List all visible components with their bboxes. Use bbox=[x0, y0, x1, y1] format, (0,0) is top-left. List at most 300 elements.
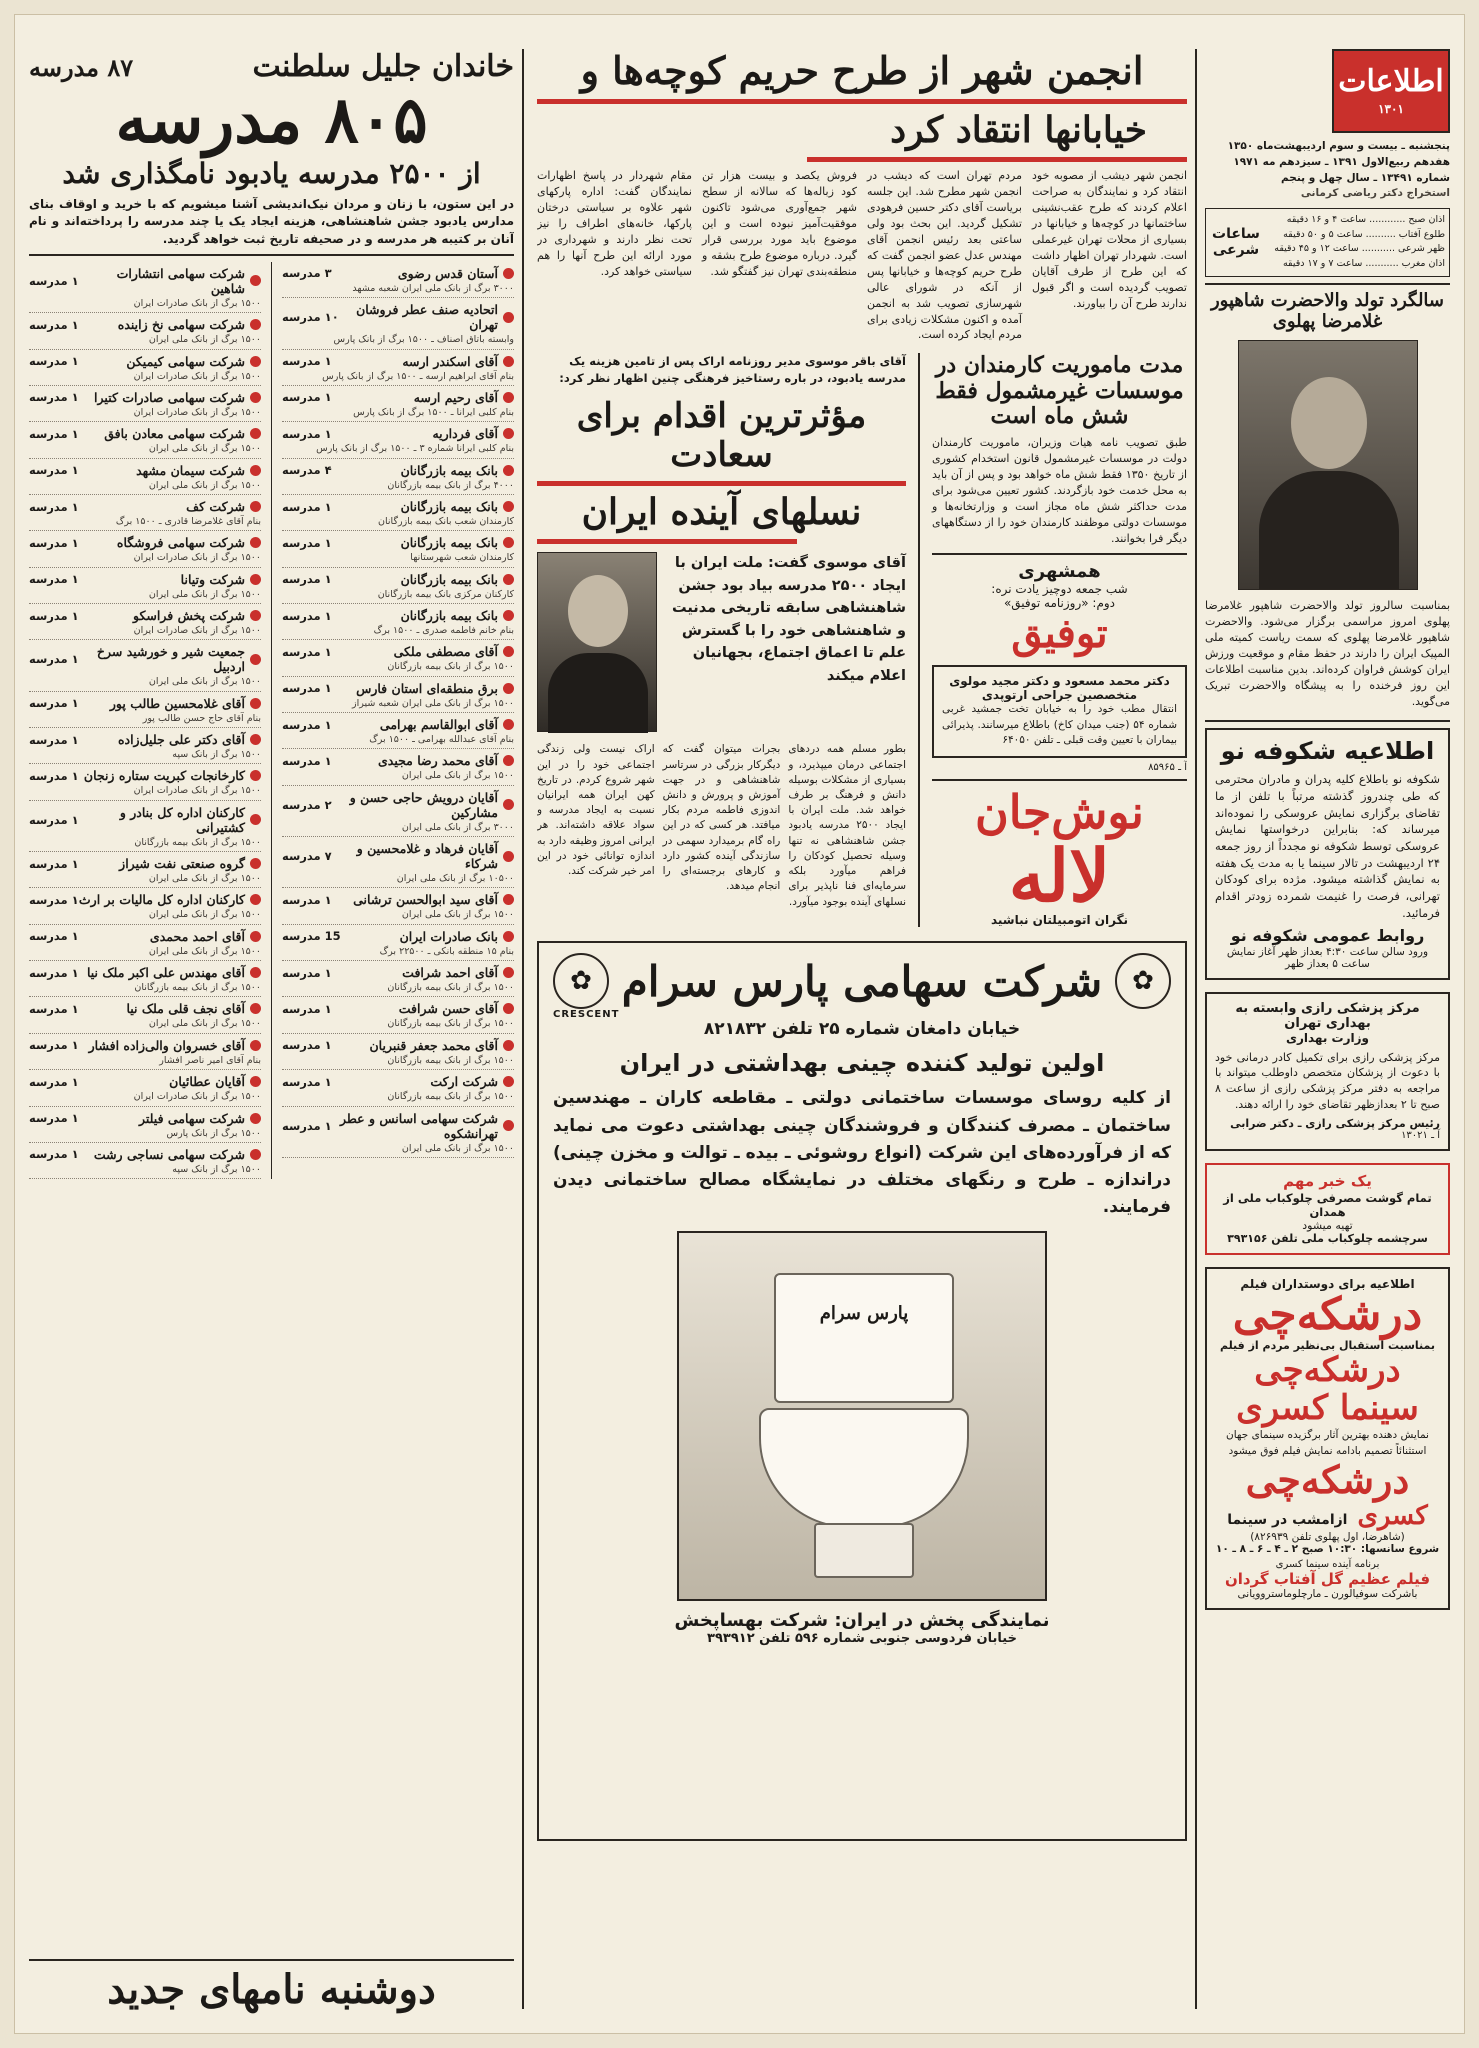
school-donor-row bbox=[282, 888, 514, 909]
donor-name: برق منطقه‌ای استان فارس bbox=[356, 680, 498, 696]
lead-paragraph: مردم تهران است که دیشب در انجمن شهر مطرح شد. این جلسه بریاست آقای دکتر حسین فرهودی تشکیل گردید. این بحث بود ولی ساعتی بعد رئیس انجمن آقای مهندس عدل عضو انجمن گفت که طرح حریم کوچه‌ها و خیابانها پس از آنکه در شورای عالی شهرسازی تصویب شد به انجمن آمده و اکنون مشکلات زیادی برای مردم ایجاد کرده است. bbox=[867, 169, 1022, 342]
donor-name: گروه صنعتی نفت شیراز bbox=[119, 856, 245, 872]
school-count: ۱ مدرسه bbox=[29, 929, 79, 944]
school-donor-row bbox=[29, 1143, 261, 1164]
donor-name: شرکت سهامی صادرات کتیرا bbox=[94, 389, 245, 405]
school-donor-row bbox=[282, 749, 514, 770]
bullet-icon bbox=[503, 851, 514, 862]
prayer-time-row: طلوع آفتاب .......... ساعت ۵ و ۵۰ دقیقه bbox=[1283, 228, 1445, 240]
donor-name: کارکنان اداره کل بنادر و کشتیرانی bbox=[119, 804, 245, 835]
center-column bbox=[537, 49, 1187, 1841]
donor-name: شرکت سهامی انتشارات شاهین bbox=[116, 265, 245, 296]
donor-note: ۱۵۰۰ برگ از بانک صادرات ایران bbox=[29, 1091, 261, 1106]
noshjan-ad bbox=[932, 787, 1187, 927]
lead-article bbox=[537, 168, 1187, 343]
cinema-venue: سینما کسری bbox=[1236, 1388, 1419, 1429]
school-count: ۱ مدرسه bbox=[282, 354, 332, 369]
school-donor-row bbox=[282, 531, 514, 552]
school-count: ۱ مدرسه bbox=[282, 1038, 332, 1053]
radio-subtitle: شب جمعه دوچیز یادت نره: bbox=[991, 581, 1128, 596]
donor-note: ۱۵۰۰ برگ از بانک صادرات ایران bbox=[29, 407, 261, 422]
med-subtitle: وزارت بهداری bbox=[1285, 1030, 1369, 1045]
donor-name: آقای غلامحسین طالب پور bbox=[109, 695, 245, 711]
school-donor-row bbox=[282, 298, 514, 334]
crescent-emblem-icon: ✿ bbox=[1115, 953, 1171, 1009]
bullet-icon bbox=[503, 719, 514, 730]
donor-note: ۱۵۰۰ برگ از بانک بیمه بازرگانان bbox=[282, 661, 514, 676]
schools-intro: در این ستون، با زنان و مردان نیک‌اندیشی آشنا میشویم که با خرید و اوقاف بنای مدارس یادبود جشن شاهنشاهی، هزینه ایجاد یک یا چند مدرسه را پرداخته‌اند و نام آنان بر کتیبه هر مدرسه و در صحیفه تاریخ ثبت خواهد گردید. bbox=[29, 196, 514, 246]
bullet-icon bbox=[250, 428, 261, 439]
bullet-icon bbox=[250, 610, 261, 621]
school-count: ۱ مدرسه bbox=[282, 892, 332, 907]
donor-name: آقای ابوالقاسم بهرامی bbox=[379, 717, 498, 733]
donor-name: آقای نجف قلی ملک نیا bbox=[126, 1001, 245, 1017]
donor-note: بنام خانم فاطمه صدری ـ ۱۵۰۰ برگ bbox=[282, 625, 514, 640]
donor-name: شرکت سهامی نساجی رشت bbox=[93, 1146, 245, 1162]
cinema-venue: کسری bbox=[1357, 1500, 1428, 1531]
donor-name: شرکت سهامی اسانس و عطر تهرانشکوه bbox=[340, 1110, 498, 1141]
bullet-icon bbox=[503, 501, 514, 512]
school-donor-row bbox=[282, 350, 514, 371]
donor-note: ۱۵۰۰ برگ از بانک ملی ایران bbox=[29, 443, 261, 458]
bullet-icon bbox=[503, 683, 514, 694]
bullet-icon bbox=[250, 1076, 261, 1087]
newspaper-page bbox=[14, 14, 1465, 2034]
prayer-time-row: اذان مغرب ........... ساعت ۷ و ۱۷ دقیقه bbox=[1282, 258, 1445, 270]
medical-center-notice bbox=[1205, 992, 1450, 1151]
donor-note: ۱۵۰۰ برگ از بانک سپه bbox=[29, 749, 261, 764]
donor-note: ۱۵۰۰ برگ از بانک بیمه بازرگانان bbox=[282, 1091, 514, 1106]
bullet-icon bbox=[250, 967, 261, 978]
bullet-icon bbox=[250, 858, 261, 869]
school-donor-row bbox=[29, 997, 261, 1018]
cinema-address: (شاهرضا، اول پهلوی تلفن ۸۲۶۹۳۹) bbox=[1250, 1530, 1405, 1543]
school-count: ۱ مدرسه bbox=[29, 892, 79, 907]
school-donor-row bbox=[29, 313, 261, 334]
donor-name: آقای احمد محمدی bbox=[149, 928, 245, 944]
toilet-illustration bbox=[677, 1231, 1047, 1601]
noshjan-brand: لاله bbox=[1008, 832, 1111, 918]
donor-name: آقای رحیم ارسه bbox=[413, 389, 498, 405]
donor-name: آقای سید ابوالحسن ترشانی bbox=[353, 892, 498, 908]
school-count: ۱ مدرسه bbox=[282, 717, 332, 732]
right-column bbox=[1205, 49, 1450, 1610]
donor-name: آقای محمد جعفر قنبریان bbox=[369, 1037, 498, 1053]
logo-number: ۱۳۰۱ bbox=[1378, 102, 1404, 116]
donor-name: بانک بیمه بازرگانان bbox=[400, 462, 498, 478]
donor-name: آقای محمد رضا مجیدی bbox=[378, 753, 498, 769]
crescent-label: CRESCENT bbox=[553, 1009, 620, 1021]
school-count: ۱ مدرسه bbox=[282, 608, 332, 623]
author-portrait bbox=[537, 552, 657, 732]
donor-note: کارمندان شعب شهرستانها bbox=[282, 552, 514, 567]
school-count: ۱ مدرسه bbox=[282, 426, 332, 441]
ad-distributor: نمایندگی پخش در ایران: شرکت بهساپخش bbox=[674, 1610, 1050, 1632]
school-count: ۱ مدرسه bbox=[282, 965, 332, 980]
bullet-icon bbox=[250, 465, 261, 476]
school-donor-row bbox=[282, 1070, 514, 1091]
donor-note: بنام ۱۵ منطقه بانکی ـ ۲۲۵۰۰ برگ bbox=[282, 946, 514, 961]
donor-name: شرکت پخش فراسکو bbox=[133, 608, 245, 624]
cinema-next-label: برنامه آینده سینما کسری bbox=[1275, 1558, 1380, 1570]
school-donor-row bbox=[282, 713, 514, 734]
donor-note: ۱۵۰۰ برگ از بانک صادرات ایران bbox=[29, 371, 261, 386]
cinema-film-title: درشکه‌چی bbox=[1232, 1288, 1423, 1340]
bullet-icon bbox=[250, 537, 261, 548]
bullet-icon bbox=[503, 465, 514, 476]
school-donor-row bbox=[29, 1070, 261, 1091]
shekufeh-notice bbox=[1205, 728, 1450, 980]
bullet-icon bbox=[503, 537, 514, 548]
school-count: ۱ مدرسه bbox=[282, 572, 332, 587]
education-paragraph: بطور مسلم همه دردهای اجتماعی درمان میپذیرد، و بسیاری از مشکلات بوسیله دانش و فرهنگ بر طرف خواهد شد. ملت ایران با ایجاد ۲۵۰۰ مدرسه یادبود جشن شاهنشاهی نه تنها وسیله تحصیل کودکان را فراهم میآورد بلکه سرمایه‌ای فنا ناپذیر برای نسلهای آینده بوجود میآورد. bbox=[788, 743, 906, 908]
school-count: ۱ مدرسه bbox=[282, 390, 332, 405]
cinema-line: ازامشب در سینما bbox=[1227, 1511, 1348, 1528]
school-donor-row bbox=[282, 786, 514, 822]
shekufeh-body: شکوفه نو باطلاع کلیه پدران و مادران محترمی که طی چندروز گذشته مرتباً با تلفن از ما تقاضای برگزاری نمایش عروسکی را نموده‌اند میرساند که: بنابراین درخواستها نمایش عروسکی توسط شکوفه نو مجدداً از روز جمعه ۲۴ اردیبهشت در تالار سینما یا به مدت یک هفته به نمایش گذاشته میشود. مژده برای کودکان تهرانی، فرصت را غنیمت شمرده زودتر اقدام فرمائید. bbox=[1215, 772, 1440, 920]
school-donor-row bbox=[29, 764, 261, 785]
donor-note: ۱۵۰۰ برگ از بانک ملی ایران bbox=[29, 480, 261, 495]
school-donor-row bbox=[29, 422, 261, 443]
kabab-line: تمام گوشت مصرفی چلوکباب ملی از همدان bbox=[1223, 1190, 1432, 1219]
school-donor-row bbox=[29, 531, 261, 552]
donor-note: ۳۰۰۰ برگ از بانک ملی ایران bbox=[282, 822, 514, 837]
donor-note: ۱۵۰۰ برگ از بانک ملی ایران bbox=[29, 1018, 261, 1033]
donor-note: وابسته باتاق اصناف ـ ۱۵۰۰ برگ از بانک پارس bbox=[282, 334, 514, 349]
donor-name: شرکت ارکت bbox=[430, 1074, 498, 1090]
cinema-header: اطلاعیه برای دوستداران فیلم bbox=[1240, 1276, 1415, 1291]
donor-note: ۱۵۰۰ برگ از بانک بیمه بازرگانان bbox=[282, 1018, 514, 1033]
school-count: ۷ مدرسه bbox=[282, 849, 332, 864]
bullet-icon bbox=[250, 1113, 261, 1124]
bullet-icon bbox=[250, 319, 261, 330]
donor-name: بانک بیمه بازرگانان bbox=[400, 608, 498, 624]
school-donor-row bbox=[29, 386, 261, 407]
ad-slogan: اولین تولید کننده چینی بهداشتی در ایران bbox=[619, 1048, 1105, 1077]
school-count: ۱ مدرسه bbox=[29, 390, 79, 405]
donor-note: ۱۰۵۰۰ برگ از بانک ملی ایران bbox=[282, 873, 514, 888]
school-count: ۱ مدرسه bbox=[282, 1118, 332, 1133]
school-count: ۱ مدرسه bbox=[29, 1001, 79, 1016]
school-donor-row bbox=[282, 495, 514, 516]
donor-note: ۱۵۰۰ برگ از بانک صادرات ایران bbox=[29, 552, 261, 567]
bullet-icon bbox=[250, 275, 261, 286]
school-donor-row bbox=[282, 997, 514, 1018]
donor-note: ۱۵۰۰ برگ از بانک ملی ایران bbox=[29, 334, 261, 349]
donor-note: ۱۵۰۰ برگ از بانک صادرات ایران bbox=[29, 785, 261, 800]
prayer-time-row: اذان صبح ............ ساعت ۴ و ۱۶ دقیقه bbox=[1286, 214, 1445, 225]
bullet-icon bbox=[503, 268, 514, 279]
bullet-icon bbox=[503, 312, 514, 323]
kabab-line: تهیه میشود bbox=[1302, 1218, 1353, 1232]
bullet-icon bbox=[503, 755, 514, 766]
med-signature: رئیس مرکز پزشکی رازی ـ دکتر ضرابی bbox=[1230, 1117, 1440, 1131]
donor-note: ۱۵۰۰ برگ از بانک ملی ایران bbox=[282, 770, 514, 785]
bullet-icon bbox=[503, 1120, 514, 1131]
tenure-article bbox=[932, 353, 1187, 927]
donor-name: شرکت وتیانا bbox=[180, 571, 245, 587]
bullet-icon bbox=[503, 1076, 514, 1087]
school-donor-row bbox=[29, 692, 261, 713]
med-ref: آ ـ ۱۳۰۲۱ bbox=[1401, 1130, 1440, 1142]
kabab-line: سرچشمه چلوکباب ملی تلفن ۳۹۳۱۵۶ bbox=[1227, 1231, 1428, 1245]
donor-name: آقای احمد شرافت bbox=[402, 965, 498, 981]
lead-headline-2: خیابانها انتقاد کرد bbox=[890, 108, 1147, 151]
bullet-icon bbox=[250, 392, 261, 403]
newspaper-logo bbox=[1332, 49, 1450, 133]
school-count: ۱ مدرسه bbox=[29, 965, 79, 980]
education-headline-1: مؤثرترین اقدام برای سعادت bbox=[576, 395, 867, 475]
bullet-icon bbox=[250, 698, 261, 709]
donor-note: ۴۰۰۰ برگ از بانک بیمه بازرگانان bbox=[282, 480, 514, 495]
donor-name: اتحادیه صنف عطر فروشان تهران bbox=[356, 302, 498, 333]
school-count: ۱ مدرسه bbox=[282, 753, 332, 768]
donor-note: ۱۵۰۰ برگ از بانک ملی ایران bbox=[29, 589, 261, 604]
donor-note: ۱۵۰۰ برگ از بانک بیمه بازرگانان bbox=[29, 837, 261, 852]
bullet-icon bbox=[503, 967, 514, 978]
school-donor-row bbox=[282, 961, 514, 982]
donor-note: کارکنان مرکزی بانک بیمه بازرگانان bbox=[282, 589, 514, 604]
donor-name: شرکت کف bbox=[186, 499, 245, 515]
bullet-icon bbox=[503, 646, 514, 657]
date-block bbox=[1205, 139, 1450, 202]
cinema-showtimes: شروع سانسها: ۱۰:۳۰ صبح ۲ ـ ۴ ـ ۶ ـ ۸ ـ ۱۰ bbox=[1215, 1542, 1440, 1555]
bullet-icon bbox=[503, 574, 514, 585]
school-donor-row bbox=[29, 1107, 261, 1128]
donor-name: آستان قدس رضوی bbox=[397, 265, 498, 281]
donor-name: شرکت سهامی کیمیکن bbox=[126, 353, 245, 369]
birthday-headline: سالگرد تولد والاحضرت شاهپور غلامرضا پهلوی bbox=[1210, 289, 1445, 332]
school-count: ۱ مدرسه bbox=[29, 354, 79, 369]
radio-line: دوم: «روزنامه توفیق» bbox=[1003, 595, 1116, 610]
school-donor-row bbox=[29, 495, 261, 516]
doctors-body: انتقال مطب خود را به خیابان تخت جمشید غربی شماره ۵۴ (جنب میدان کاخ) باطلاع میرسانند. پذیرائی بیماران با تعیین وقت قبلی ـ تلفن ۶۴۰۵۰ bbox=[942, 703, 1177, 746]
tofigh-logo: توفیق bbox=[1011, 609, 1108, 657]
donor-name: آقای فرداریه bbox=[432, 426, 498, 442]
school-donor-row bbox=[29, 604, 261, 625]
school-donor-row bbox=[29, 801, 261, 837]
cinema-next-cast: باشرکت سوفیالورن ـ مارچلوماستروویانی bbox=[1237, 1587, 1418, 1600]
donor-name: کارخانجات کبریت ستاره زنجان bbox=[83, 768, 245, 784]
donor-note: ۱۵۰۰ برگ از بانک بیمه بازرگانان bbox=[282, 1055, 514, 1070]
donor-note: بنام آقای غلامرضا قادری ـ ۱۵۰۰ برگ bbox=[29, 516, 261, 531]
donor-name: شرکت سهامی معادن بافق bbox=[104, 426, 245, 442]
schools-footer: دوشنبه نامهای جدید bbox=[107, 1966, 436, 2013]
education-lead: آقای موسوی گفت: ملت ایران با ایجاد ۲۵۰۰ مدرسه بیاد بود جشن شاهنشاهی سابقه تاریخی مدنیت و شاهنشاهی خود را با گسترش علم تا اعماق اجتماع، بجهانیان اعلام میکند bbox=[672, 555, 906, 684]
portrait-photo bbox=[1238, 340, 1418, 590]
bullet-icon bbox=[503, 356, 514, 367]
kabab-notice bbox=[1205, 1163, 1450, 1254]
school-count: ۱ مدرسه bbox=[29, 317, 79, 332]
bullet-icon bbox=[250, 1040, 261, 1051]
education-intro: آقای باقر موسوی مدیر روزنامه اراک پس از تامین هزینه یک مدرسه یادبود، در باره رستاخیز فرهنگی چنین اظهار نظر کرد: bbox=[559, 354, 906, 386]
donor-note: ۱۵۰۰ برگ از بانک بیمه بازرگانان bbox=[29, 982, 261, 997]
bullet-icon bbox=[250, 501, 261, 512]
donor-name: بانک صادرات ایران bbox=[399, 928, 498, 944]
school-count: ۱ مدرسه bbox=[29, 812, 79, 827]
bullet-icon bbox=[250, 1149, 261, 1160]
donor-name: بانک بیمه بازرگانان bbox=[400, 571, 498, 587]
school-count: ۱ مدرسه bbox=[29, 696, 79, 711]
school-count: ۱ مدرسه bbox=[29, 1074, 79, 1089]
school-donor-row bbox=[29, 728, 261, 749]
school-count: ۱ مدرسه bbox=[282, 499, 332, 514]
masthead bbox=[1205, 49, 1450, 133]
education-paragraph: بجرات میتوان گفت که دیگرکار بزرگی در سرتاسر شاهنشاهی و در جهت آموزش و پرورش و دانش اندوزی فاطمه مردم بکار میافتد. هر کسی که در این راه گام برمیدارد سهمی در سازندگی آینده کشور دارد و کارهای برجسته‌ای را انجام میدهد. bbox=[662, 743, 781, 893]
schools-list-right bbox=[282, 262, 514, 1179]
donor-name: آقایان فرهاد و غلامحسین و شرکاء bbox=[356, 841, 498, 872]
schools-list-left bbox=[29, 262, 261, 1179]
school-count: ۱ مدرسه bbox=[282, 1074, 332, 1089]
donor-name: بانک بیمه بازرگانان bbox=[400, 535, 498, 551]
school-donor-row bbox=[282, 1107, 514, 1143]
school-donor-row bbox=[282, 604, 514, 625]
donor-note: کارمندان شعب بانک بیمه بازرگانان bbox=[282, 516, 514, 531]
school-donor-row bbox=[282, 837, 514, 873]
donor-name: شرکت سیمان مشهد bbox=[136, 462, 245, 478]
bullet-icon bbox=[503, 1003, 514, 1014]
cinema-ad bbox=[1205, 1267, 1450, 1610]
school-count: ۲ مدرسه bbox=[282, 797, 332, 812]
doctors-ref: آ ـ ۸۵۹۶۵ bbox=[1148, 762, 1187, 774]
shekufeh-hours: ورود سالن ساعت ۴:۳۰ بعداز ظهر آغاز نمایش ساعت ۵ بعداز ظهر bbox=[1226, 945, 1429, 970]
school-donor-row bbox=[29, 961, 261, 982]
bullet-icon bbox=[250, 894, 261, 905]
school-donor-row bbox=[282, 1034, 514, 1055]
donor-note: بنام کلبی ایرانا شماره ۳ ـ ۱۵۰۰ برگ از بانک پارس bbox=[282, 443, 514, 458]
school-count: ۱ مدرسه bbox=[29, 768, 79, 783]
product-label: پارس سرام bbox=[819, 1303, 909, 1325]
cinema-next-title: فیلم عظیم گل آفتاب گردان bbox=[1224, 1569, 1431, 1588]
shekufeh-title: اطلاعیه شکوفه نو bbox=[1220, 736, 1435, 765]
school-donor-row bbox=[29, 459, 261, 480]
bullet-icon bbox=[250, 356, 261, 367]
bullet-icon bbox=[503, 931, 514, 942]
bullet-icon bbox=[503, 392, 514, 403]
donor-note: ۱۵۰۰ برگ از بانک ملی ایران bbox=[29, 946, 261, 961]
med-title: مرکز پزشکی رازی وابسته به بهداری تهران bbox=[1235, 1000, 1420, 1031]
school-count: ۱ مدرسه bbox=[29, 463, 79, 478]
school-count: ۳ مدرسه bbox=[282, 266, 332, 281]
donor-name: کارکنان اداره کل مالیات بر ارث bbox=[78, 892, 245, 908]
donor-note: ۱۵۰۰ برگ از بانک ملی ایران شعبه شیراز bbox=[282, 698, 514, 713]
school-count: ۱ مدرسه bbox=[282, 681, 332, 696]
school-count: ۱ مدرسه bbox=[29, 273, 79, 288]
bullet-icon bbox=[250, 931, 261, 942]
doctors-title: دکتر محمد مسعود و دکتر مجید مولوی bbox=[949, 673, 1170, 688]
school-count: ۱ مدرسه bbox=[29, 426, 79, 441]
donor-note: ۱۵۰۰ برگ از بانک صادرات ایران bbox=[29, 298, 261, 313]
donor-note: ۱۵۰۰ برگ از بانک ملی ایران bbox=[29, 873, 261, 888]
tenure-body: طبق تصویب نامه هیات وزیران، ماموریت کارمندان دولت در موسسات غیرمشمول قانون استخدام کشوری از تاریخ ۱۳۵۰ فقط شش ماه خواهد بود و پس از آن باید به محل خدمت خود بازگردند. کشور تعیین می‌شود برای مدت حداکثر شش ماه مجاز است و وزارتخانه‌ها و موسسات دولتی موظفند کارمندان خود را از دستگاههای دیگر فرا بخوانند. bbox=[932, 436, 1187, 545]
school-count: ۱ مدرسه bbox=[29, 1111, 79, 1126]
schools-subheadline: از ۲۵۰۰ مدرسه یادبود نامگذاری شد bbox=[62, 156, 481, 190]
donor-note: ۱۵۰۰ برگ از بانک ملی ایران bbox=[282, 1143, 514, 1158]
donor-name: بانک بیمه بازرگانان bbox=[400, 499, 498, 515]
doctors-subtitle: متخصصین جراحی ارتوپدی bbox=[981, 687, 1138, 702]
school-donor-row bbox=[282, 640, 514, 661]
bullet-icon bbox=[503, 428, 514, 439]
schools-footer-wrap bbox=[29, 1953, 514, 2013]
school-donor-row bbox=[29, 852, 261, 873]
bullet-icon bbox=[250, 1003, 261, 1014]
school-donor-row bbox=[282, 459, 514, 480]
ad-address: خیابان دامغان شماره ۲۵ تلفن ۸۲۱۸۳۲ bbox=[703, 1019, 1021, 1040]
schools-top-count: ۸۷ مدرسه bbox=[29, 53, 134, 82]
donor-name: شرکت سهامی فروشگاه bbox=[116, 535, 245, 551]
donor-name: شرکت سهامی فیلتر bbox=[138, 1110, 245, 1126]
donor-note: ۱۵۰۰ برگ از بانک بیمه بازرگانان bbox=[282, 982, 514, 997]
donor-note: ۱۵۰۰ برگ از بانک ملی ایران bbox=[282, 909, 514, 924]
tenure-headline: مدت ماموریت کارمندان در موسسات غیرمشمول فقط شش ماه است bbox=[935, 352, 1184, 429]
donor-name: آقایان عطائیان bbox=[169, 1074, 245, 1090]
bullet-icon bbox=[250, 734, 261, 745]
bullet-icon bbox=[503, 610, 514, 621]
school-count: ۱ مدرسه bbox=[29, 732, 79, 747]
school-donor-row bbox=[29, 640, 261, 676]
school-donor-row bbox=[282, 422, 514, 443]
donor-name: آقای خسروان والی‌زاده افشار bbox=[88, 1037, 245, 1053]
cinema-film-title: درشکه‌چی bbox=[1254, 1349, 1401, 1390]
publisher-line: استخراج دکتر ریاضی کرمانی bbox=[1300, 187, 1450, 200]
donor-note: ۱۵۰۰ برگ از بانک پارس bbox=[29, 1128, 261, 1143]
donor-name: آقای مهندس علی اکبر ملک نیا bbox=[86, 965, 245, 981]
education-headline-2: نسلهای آینده ایران bbox=[581, 490, 862, 533]
ad-company: شرکت سهامی پارس سرام bbox=[621, 956, 1103, 1006]
school-count: ۱ مدرسه bbox=[29, 652, 79, 667]
donor-note: بنام آقای ابراهیم ارسه ـ ۱۵۰۰ برگ از بانک پارس bbox=[282, 371, 514, 386]
donor-note: بنام آقای امیر ناصر افشار bbox=[29, 1055, 261, 1070]
school-donor-row bbox=[282, 925, 514, 946]
cinema-film-title: درشکه‌چی bbox=[1245, 1456, 1410, 1502]
donor-name: آقای مصطفی ملکی bbox=[393, 644, 498, 660]
cinema-line: بمناسبت استقبال بی‌نظیر مردم از فیلم bbox=[1219, 1338, 1436, 1352]
school-count: ۱ مدرسه bbox=[29, 535, 79, 550]
lead-paragraph: انجمن شهر دیشب از مصوبه خود انتقاد کرد و نمایندگان به صراحت اعلام کردند که طرح عقب‌نشینی ساختمانها در کوچه‌ها و خیابانها در بسیاری از محلات تهران غیرعملی است. شهردار تهران اظهار داشت که این طرح از طرف آقایان تصویب گردیده است و اگر قبول ندارند طرح آن را بیاورند. bbox=[1032, 169, 1187, 310]
date-line: پنجشنبه ـ بیست و سوم اردیبهشت‌ماه ۱۳۵۰ bbox=[1227, 140, 1450, 152]
school-count: ۱۰ مدرسه bbox=[282, 310, 339, 325]
education-article bbox=[537, 353, 906, 927]
school-count: ۴ مدرسه bbox=[282, 463, 332, 478]
school-donor-row bbox=[29, 925, 261, 946]
school-donor-row bbox=[282, 677, 514, 698]
donor-name: آقایان درویش حاجی حسن و مشارکین bbox=[349, 789, 498, 820]
bullet-icon bbox=[250, 814, 261, 825]
ad-body: از کلیه روسای موسسات ساختمانی دولتی ـ مقاطعه کاران ـ مهندسین ساختمان ـ مصرف کنندگان و فروشندگان چینی بهداشتی دعوت می نماید که از فرآورده‌های این شرکت (انواع روشوئی ـ بیده ـ توالت و مخزن چینی) دراندازه ـ طرح و رنگهای مختلف در نمایشگاه مصالح ساختمانی دیدن فرمایند. bbox=[553, 1088, 1171, 1218]
birthday-body: بمناسبت سالروز تولد والاحضرت شاهپور غلامرضا پهلوی امروز مراسمی برگزار می‌شود. والاحضرت شاهپور غلامرضا پهلوی که سمت ریاست کمیته ملی المپیک ایران را دارند در حفظ مقام و موقعیت ورزش ایران کوشش فراوان کرده‌اند. بدین مناسبت اطلاعات این روز فرخنده را به پیشگاه والاحضرت تبریک می‌گوید. bbox=[1205, 599, 1450, 708]
noshjan-title: نوش‌جان bbox=[975, 785, 1144, 840]
doctors-notice bbox=[932, 665, 1187, 758]
noshjan-tagline: نگران اتومبیلتان نباشید bbox=[990, 913, 1129, 928]
donor-note: ۱۵۰۰ برگ از بانک سپه bbox=[29, 1164, 261, 1179]
bullet-icon bbox=[503, 894, 514, 905]
school-count: ۱ مدرسه bbox=[282, 644, 332, 659]
lead-headline-1: انجمن شهر از طرح حریم کوچه‌ها و bbox=[580, 49, 1144, 93]
prayer-times bbox=[1205, 208, 1450, 277]
schools-headline: ۸۰۵ مدرسه bbox=[115, 83, 428, 158]
issue-number: شماره ۱۳۴۹۱ ـ سال چهل و پنجم bbox=[1281, 171, 1450, 184]
bullet-icon bbox=[503, 799, 514, 810]
crescent-emblem-icon: ✿ bbox=[553, 953, 609, 1009]
donor-note: بنام آقای حاج حسن طالب پور bbox=[29, 713, 261, 728]
school-donor-row bbox=[282, 568, 514, 589]
school-count: ۱ مدرسه bbox=[29, 572, 79, 587]
bullet-icon bbox=[250, 574, 261, 585]
school-count: ۱ مدرسه bbox=[282, 1001, 332, 1016]
school-donor-row bbox=[29, 888, 261, 909]
donor-note: بنام آقای عبدالله بهرامی ـ ۱۵۰۰ برگ bbox=[282, 734, 514, 749]
school-count: ۱ مدرسه bbox=[29, 1038, 79, 1053]
